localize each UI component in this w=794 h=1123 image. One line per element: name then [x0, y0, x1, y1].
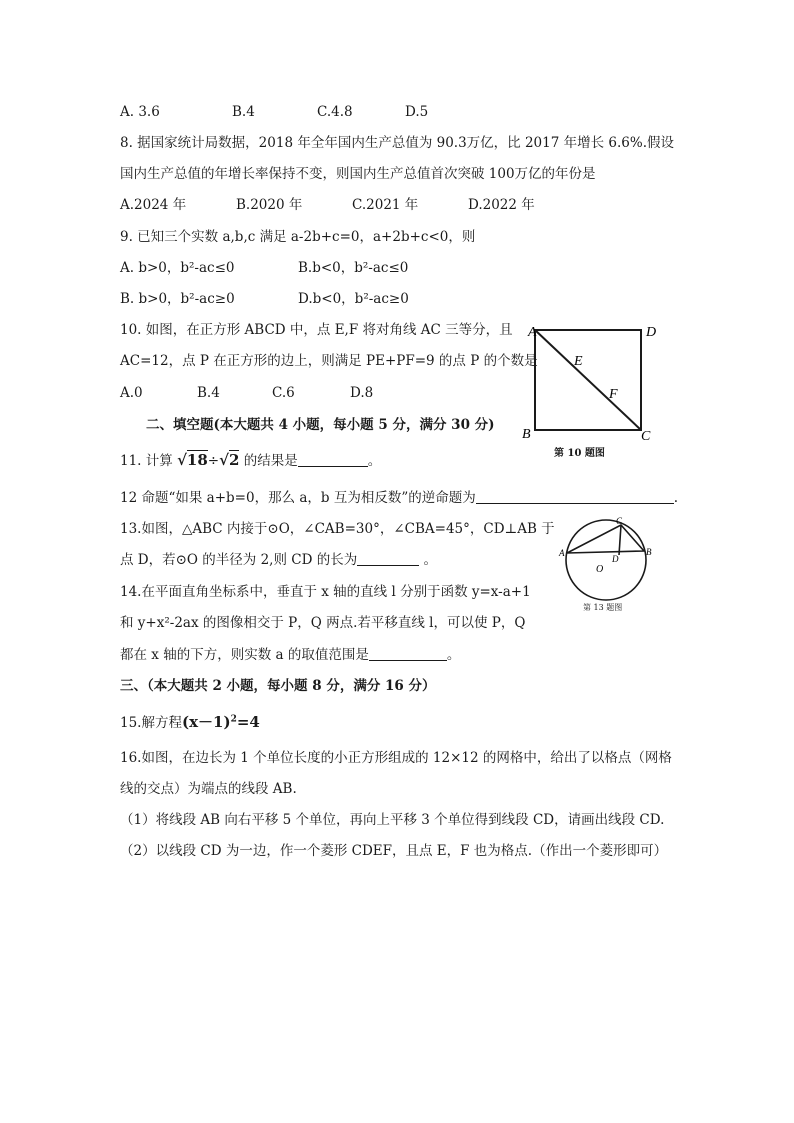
q12	[120, 488, 678, 508]
q10-line-1: 10. 如图，在正方形 ABCD 中，点 E,F 将对角线 AC 三等分，且	[120, 322, 513, 338]
segment-cd	[619, 525, 621, 555]
label-b: B	[646, 547, 652, 557]
q7-options	[120, 102, 428, 122]
q14-line-2: 和 y+x²-2ax 的图像相交于 P，Q 两点.若平移直线 l，可以使 P，Q	[120, 615, 526, 631]
q15-expression: (x－1)	[181, 713, 231, 731]
q8-options	[120, 195, 535, 215]
sqrt-18: √18	[177, 451, 208, 469]
q16-line-1: 16.如图，在边长为 1 个单位长度的小正方形组成的 12×12 的网格中，给出了以格点（网格	[120, 750, 672, 766]
label-c: C	[616, 516, 623, 526]
q7-option-b: B.4	[232, 104, 255, 120]
q13-answer-blank	[357, 551, 419, 566]
q8-option-c: C.2021 年	[352, 197, 419, 213]
q10-figure-caption: 第 10 题图	[554, 448, 605, 459]
q8-option-a: A.2024 年	[120, 197, 187, 213]
q9-option-b: B.b<0，b²-ac≤0	[298, 260, 409, 276]
q15-exponent: 2	[230, 714, 237, 725]
label-d: D	[612, 554, 619, 564]
q11	[120, 450, 381, 471]
q9-options-row-2	[120, 289, 409, 309]
label-a: A	[559, 548, 565, 558]
q14-line-3-end: 。	[446, 647, 461, 663]
q10-option-b: B.4	[197, 385, 220, 401]
q8-option-b: B.2020 年	[236, 197, 303, 213]
q11-end: 。	[367, 453, 382, 469]
q12-text: 12 命题“如果 a+b=0，那么 a，b 互为相反数”的逆命题为	[120, 490, 476, 506]
q8-line-1: 8. 据国家统计局数据，2018 年全年国内生产总值为 90.3万亿，比 2017 年增长 6.6%.假设	[120, 135, 674, 151]
section-2-heading: 二、填空题(本大题共 4 小题，每小题 5 分，满分 30 分)	[146, 417, 495, 433]
label-a: A	[528, 325, 537, 340]
q9-stem: 9. 已知三个实数 a,b,c 满足 a-2b+c=0，a+2b+c<0，则	[120, 229, 476, 245]
label-o: O	[596, 564, 604, 575]
q16-part-1: （1）将线段 AB 向右平移 5 个单位，再向上平移 3 个单位得到线段 CD，请画出线段 CD.	[120, 812, 665, 828]
q16-line-2: 线的交点）为端点的线段 AB.	[120, 781, 297, 797]
q14-answer-blank	[369, 646, 447, 661]
q14-line-3-prefix: 都在 x 轴的下方，则实数 a 的取值范围是	[120, 647, 369, 663]
q11-radicand-1: 18	[186, 451, 208, 469]
q11-radicand-2: 2	[228, 451, 240, 469]
label-c: C	[641, 429, 651, 443]
q11-prefix: 11. 计算	[120, 453, 173, 469]
sqrt-2: √2	[219, 451, 240, 469]
q13-line-1: 13.如图，△ABC 内接于⊙O，∠CAB=30°，∠CBA=45°，CD⊥AB 于	[120, 521, 555, 537]
q10-option-a: A.0	[120, 385, 143, 401]
q10-square-figure	[510, 318, 660, 443]
q11-division-sign: ÷	[207, 453, 220, 469]
q14-line-1: 14.在平面直角坐标系中，垂直于 x 轴的直线 l 分别于函数 y=x-a+1	[120, 584, 531, 600]
q12-answer-blank	[476, 489, 674, 504]
label-f: F	[609, 387, 618, 402]
section-3-heading: 三、（本大题共 2 小题，每小题 8 分，满分 16 分）	[120, 678, 436, 694]
q9-option-d: D.b<0，b²-ac≥0	[298, 291, 409, 307]
q13-line-2-prefix: 点 D，若⊙O 的半径为 2,则 CD 的长为	[120, 552, 358, 568]
q10-option-d: D.8	[350, 385, 374, 401]
q14-line-3	[120, 645, 460, 665]
label-b: B	[522, 427, 531, 442]
q10-option-c: C.6	[272, 385, 295, 401]
q15	[120, 712, 260, 733]
q13-line-2	[120, 550, 437, 570]
q15-rhs: =4	[236, 713, 260, 731]
q7-option-c: C.4.8	[317, 104, 353, 120]
q9-option-a: A. b>0，b²-ac≤0	[120, 260, 235, 276]
label-d: D	[646, 325, 657, 340]
q9-options-row-1	[120, 258, 408, 278]
label-e: E	[574, 354, 583, 369]
q11-suffix: 的结果是	[243, 453, 298, 469]
q10-options	[120, 383, 373, 403]
q15-prefix: 15.解方程	[120, 715, 182, 731]
q9-option-c: B. b>0，b²-ac≥0	[120, 291, 235, 307]
diagonal-ac	[535, 330, 641, 430]
q13-line-2-end: 。	[423, 552, 437, 568]
q11-answer-blank	[298, 452, 368, 467]
q7-option-a: A. 3.6	[120, 104, 160, 120]
q8-option-d: D.2022 年	[468, 197, 535, 213]
q10-line-2: AC=12，点 P 在正方形的边上，则满足 PE+PF=9 的点 P 的个数是	[120, 353, 538, 369]
q8-line-2: 国内生产总值的年增长率保持不变，则国内生产总值首次突破 100万亿的年份是	[120, 166, 596, 182]
q16-part-2: （2）以线段 CD 为一边，作一个菱形 CDEF，且点 E，F 也为格点.（作出一个菱形即可）	[120, 843, 668, 859]
q7-option-d: D.5	[405, 104, 429, 120]
q13-figure-caption: 第 13 题图	[583, 603, 623, 612]
q13-circle-figure	[558, 513, 662, 603]
q12-end: .	[673, 490, 679, 506]
